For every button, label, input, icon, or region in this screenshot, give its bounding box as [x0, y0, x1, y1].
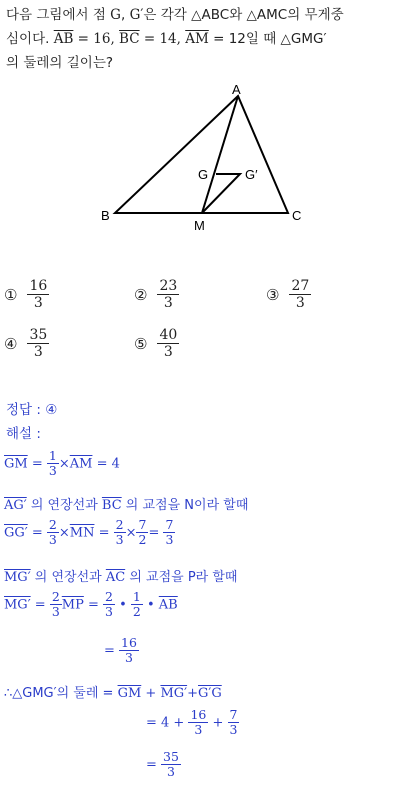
question-text: 은 각각 △ABC와 △AMC의 무게중: [143, 7, 344, 23]
solution-step-2: AG′ 의 연장선과 $\overline{BC}$ 의 교점을 N이라 할때: [4, 498, 249, 513]
question-text: ,: [120, 7, 130, 23]
choice-2[interactable]: [134, 278, 179, 311]
am-value: = 12일 때 △GMG′: [208, 31, 327, 47]
choice-fraction: $\frac{40}{3}$: [159, 327, 178, 361]
choice-1[interactable]: [4, 278, 49, 311]
vertex-c-label: C: [292, 208, 302, 223]
choice-4[interactable]: [4, 327, 49, 360]
point-m-label: M: [194, 218, 205, 233]
ab-value: = 16,: [73, 31, 120, 47]
choice-fraction: $\frac{16}{3}$: [29, 278, 48, 312]
answer-line: 정답 : ④: [6, 402, 58, 418]
choice-number: ③: [266, 285, 280, 304]
solution-step-6: = $\frac{16}{3}$: [104, 635, 137, 666]
choice-number: ⑤: [134, 334, 148, 353]
point-g-label: G: [110, 7, 121, 23]
triangle-figure: [95, 80, 315, 240]
solution-step-8: = 4 + $\frac{16}{3}$ + $\frac{7}{3}$: [146, 707, 238, 738]
choice-fraction: $\frac{35}{3}$: [29, 327, 48, 361]
vertex-b-label: B: [101, 208, 110, 223]
solution-step-5: MG′ = $\frac{2}{3}$ $\overline{MP}$ = $\frac{2}{3}$ • $\frac{1}{2}$ • $\overline{AB}$: [4, 589, 178, 620]
question-line-2: [6, 30, 327, 48]
triangle-abc: [115, 96, 288, 213]
segment-am: $\overline{AM}$: [185, 31, 209, 47]
explanation-heading: 해설 :: [6, 426, 41, 442]
choice-number: ①: [4, 285, 18, 304]
vertex-a-label: A: [232, 82, 241, 97]
point-gp-figure-label: G′: [245, 167, 258, 182]
solution-step-4: MG′ 의 연장선과 $\overline{AC}$ 의 교점을 P라 할때: [4, 570, 238, 585]
choice-3[interactable]: [266, 278, 311, 311]
question-line-1: [6, 6, 344, 24]
solution-step-9: = $\frac{35}{3}$: [146, 749, 179, 780]
solution-step-7: ∴△GMG′의 둘레 = $\overline{GM} + MG'+G'G$: [4, 686, 222, 701]
choice-number: ④: [4, 334, 18, 353]
choice-5[interactable]: [134, 327, 179, 360]
question-text: 다음 그림에서 점: [6, 7, 111, 23]
question-text: 심이다.: [6, 31, 54, 47]
question-text: 의 둘레의 길이는?: [6, 55, 114, 71]
segment-bc: $\overline{BC}$: [119, 31, 140, 47]
choice-number: ②: [134, 285, 148, 304]
choice-fraction: $\frac{23}{3}$: [159, 278, 178, 312]
bc-value: = 14,: [139, 31, 186, 47]
choice-fraction: $\frac{27}{3}$: [291, 278, 310, 312]
point-g-figure-label: G: [198, 167, 209, 182]
point-gp-label: G′: [129, 7, 144, 23]
solution-step-3: GG′ = $\frac{2}{3}$ $\times\overline{MN}$ = $\frac{2}{3}$ × $\frac{7}{2}$ = $\frac{7}{3}$: [4, 517, 174, 548]
segment-ab: $\overline{AB}$: [53, 31, 74, 47]
solution-step-1: $\overline{GM}$ = $\frac{1}{3}$ $\times\overline{AM} = 4$: [4, 448, 120, 479]
question-line-3: [6, 54, 113, 72]
